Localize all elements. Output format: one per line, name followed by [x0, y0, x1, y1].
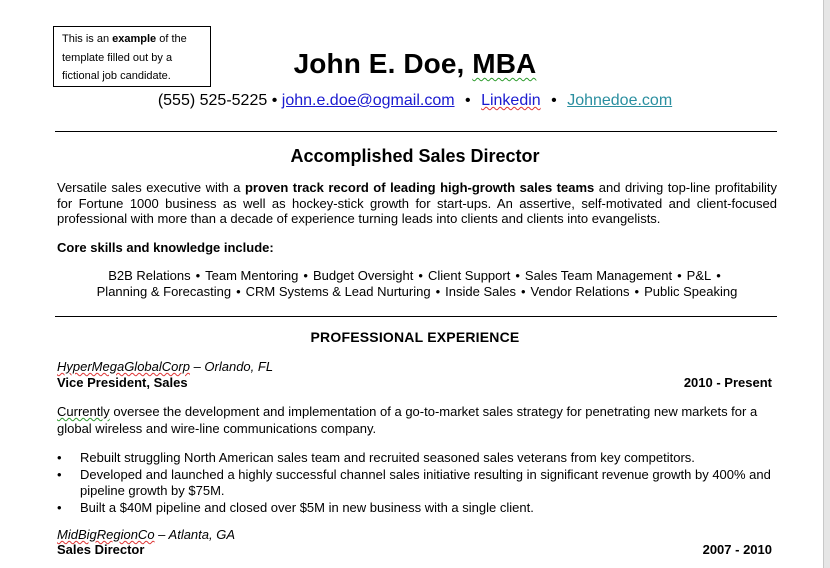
skill-item: Inside Sales [445, 284, 516, 299]
job-company [57, 527, 235, 542]
job-role: Sales Director [57, 542, 145, 557]
note-text-post: of the template filled out by a fictional job candidate. [62, 33, 187, 82]
separator-dot: • [271, 92, 278, 109]
skill-bullet: • [515, 268, 520, 283]
job-description [57, 404, 775, 437]
company-name: HyperMegaGlobalCorp [57, 359, 190, 374]
skill-item: P&L [686, 268, 712, 283]
summary-bold: proven track record of leading high-growth sales teams [244, 180, 595, 195]
achievement-item: • Built a $40M pipeline and closed over $5M in new business with a single client. [57, 500, 775, 517]
skill-item: B2B Relations [108, 268, 191, 283]
desc-rest: oversee the development and implementation of a go-to-market sales strategy for penetrating new markets for a global wireless and wire-line communications company. [57, 404, 758, 436]
skills-label: Core skills and knowledge include: [57, 240, 274, 255]
summary-post: and driving top-line profitability for Fortune 1000 business as well as hockey-stick growth for start-ups. An assertive, self-motivated and client-focused professional with more than a decade of experience turning leads into clients and clients into evangelists. [57, 180, 777, 226]
linkedin-link[interactable]: Linkedin [481, 92, 541, 109]
email-link[interactable]: john.e.doe@ogmail.com [281, 92, 455, 109]
divider [55, 316, 777, 317]
skill-bullet: • [634, 284, 640, 299]
summary-pre: Versatile sales executive with a [57, 180, 245, 195]
skill-item: Team Mentoring [205, 268, 299, 283]
skills-line-2 [57, 284, 777, 299]
skill-item: Vendor Relations [530, 284, 630, 299]
job-achievements [57, 450, 775, 516]
professional-title: Accomplished Sales Director [290, 146, 540, 166]
skills-line-1 [57, 268, 777, 283]
job-dates: 2010 - Present [683, 375, 772, 390]
skill-bullet: • [520, 284, 526, 299]
note-text-pre: This is an [62, 33, 113, 45]
skill-item: Client Support [427, 268, 511, 283]
note-text-bold: example [112, 33, 157, 45]
job-company [57, 359, 273, 374]
summary-paragraph [57, 180, 777, 227]
job-role: Vice President, Sales [57, 375, 188, 390]
job-dates: 2007 - 2010 [702, 542, 772, 557]
achievement-item: • Rebuilt struggling North American sales team and recruited seasoned sales veterans from key competitors. [57, 450, 775, 467]
website-link[interactable]: Johnedoe.com [567, 92, 673, 109]
company-name: MidBigRegionCo [57, 527, 155, 542]
skill-bullet: • [418, 268, 423, 283]
company-location: – Orlando, FL [189, 359, 274, 374]
skill-bullet: • [236, 284, 241, 299]
skill-bullet: • [677, 268, 682, 283]
desc-first-word: Currently [57, 404, 110, 419]
name-text: John E. Doe, [293, 48, 473, 79]
contact-line [0, 92, 830, 110]
separator-dot: • [551, 92, 557, 109]
achievement-item: • Developed and launched a highly successful channel sales initiative resulting in significant revenue growth by 400% and pipeline growth by $75M. [57, 467, 775, 500]
skill-bullet: • [435, 284, 441, 299]
skill-bullet: • [303, 268, 308, 283]
candidate-name [0, 48, 830, 80]
skill-item: CRM Systems & Lead Nurturing [245, 284, 431, 299]
skill-item: Planning & Forecasting [96, 284, 232, 299]
skill-item: Sales Team Management [524, 268, 673, 283]
skill-bullet: • [195, 268, 201, 283]
skill-item: Public Speaking [644, 284, 738, 299]
skill-item: Budget Oversight [312, 268, 414, 283]
company-location: – Atlanta, GA [154, 527, 236, 542]
name-degree: MBA [472, 48, 537, 79]
page-edge [823, 0, 830, 568]
separator-dot: • [465, 92, 471, 109]
phone: (555) 525-5225 [157, 92, 268, 109]
divider [55, 131, 777, 132]
skill-bullet: • [716, 268, 721, 283]
experience-heading: PROFESSIONAL EXPERIENCE [310, 329, 520, 345]
